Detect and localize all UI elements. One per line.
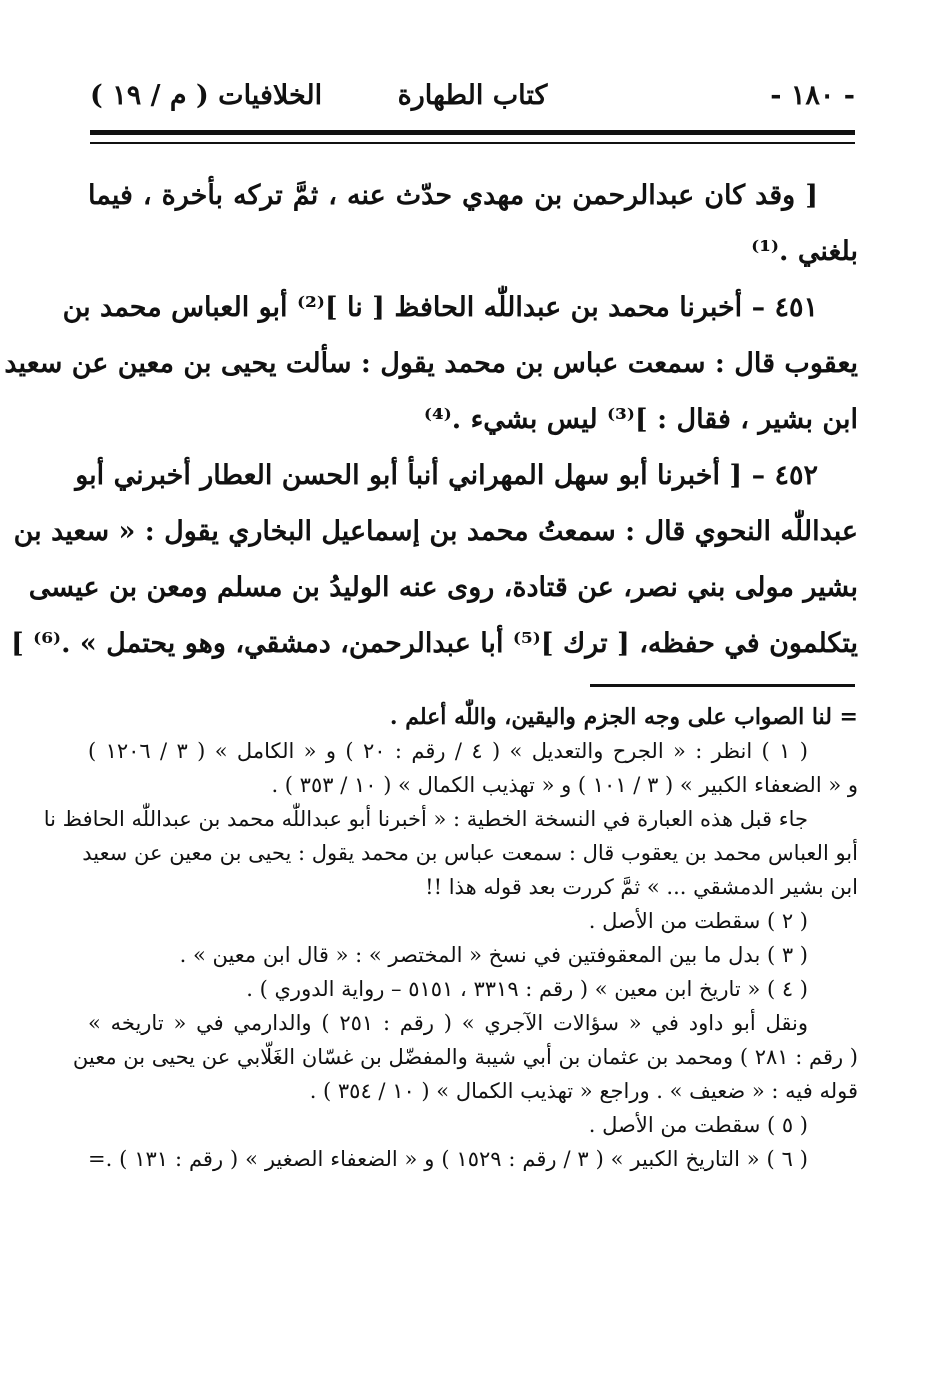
text-line: ٤٥٢ – [ أخبرنا أبو سهل المهراني أنبأ أبو الحسن العطار أخبرني أبو [75,460,818,491]
footnote-line: أبو العباس محمد بن يعقوب قال : سمعت عباس بن محمد يقول : يحيى بن معين عن سعيد [82,841,858,865]
footnote-line: ( ٤ ) « تاريخ ابن معين » ( رقم : ٣٣١٩ ، ٥١٥١ – رواية الدوري ) . [246,977,808,1001]
footnote-line: ابن بشير الدمشقي ... » ثمَّ كررت بعد قوله هذا !! [425,875,858,899]
footnote-line: ( ٢ ) سقطت من الأصل . [588,909,808,933]
page-header [90,74,855,124]
text-line: [ وقد كان عبدالرحمن بن مهدي حدّث عنه ، ثمَّ تركه بأخرة ، فيما [88,180,818,211]
text-line: عبداللّٰه النحوي قال : سمعتُ محمد بن إسماعيل البخاري يقول : « سعيد بن [13,516,858,547]
footnote-line: ( ٦ ) « التاريخ الكبير » ( ٣ / رقم : ١٥٢٩ ) و « الضعفاء الصغير » ( رقم : ١٣١ ) .= [88,1147,808,1171]
footnote-line: ونقل أبو داود في « سؤالات الآجري » ( رقم : ٢٥١ ) والدارمي في « تاريخه » [88,1011,809,1035]
text-line: بشير مولى بني نصر، عن قتادة، روى عنه الوليدُ بن مسلم ومعن بن عيسى [28,572,858,603]
text-line: بلغني .⁽¹⁾ [751,236,858,267]
footnote-line: جاء قبل هذه العبارة في النسخة الخطية : « أخبرنا أبو عبداللّٰه محمد بن عبداللّٰه الحافظ نا [43,807,808,831]
page-number: - ١٨٠ - [770,80,855,111]
text-line: ابن بشير ، فقال : ]⁽³⁾ ليس بشيء .⁽⁴⁾ [423,404,858,435]
footnotes [43,700,858,1176]
header-rule-thick [90,130,855,135]
footnote-line: ( رقم : ٢٨١ ) ومحمد بن عثمان بن أبي شيبة والمفضّل بن غسّان الغَلّابي عن يحيى بن معين [72,1045,858,1069]
footnote-line: قوله فيه : « ضعيف » . وراجع « تهذيب الكمال » ( ١٠ / ٣٥٤ ) . [309,1079,858,1103]
header-rule-thin [90,142,855,144]
section-title: الخلافيات ( م / ١٩ ) [90,80,323,111]
footnote-line: و « الضعفاء الكبير » ( ٣ / ١٠١ ) و « تهذيب الكمال » ( ١٠ / ٣٥٣ ) . [271,773,858,797]
text-line: يعقوب قال : سمعت عباس بن محمد يقول : سألت يحيى بن معين عن سعيد [4,348,858,379]
footnote-separator [590,684,855,687]
footnote-line: ( ٣ ) بدل ما بين المعقوفتين في نسخ « المختصر » : « قال ابن معين » . [179,943,808,967]
text-line: ٤٥١ – أخبرنا محمد بن عبداللّٰه الحافظ [ نا ]⁽²⁾ أبو العباس محمد بن [62,292,818,323]
book-title: كتاب الطهارة [397,80,548,111]
text-line: يتكلمون في حفظه، [ ترك ]⁽⁵⁾ أبا عبدالرحمن، دمشقي، وهو يحتمل » .⁽⁶⁾ ] [11,628,858,659]
footnote-line: = لنا الصواب على وجه الجزم واليقين، واللّٰه أعلم . [389,704,858,730]
footnote-line: ( ١ ) انظر : « الجرح والتعديل » ( ٤ / رقم : ٢٠ ) و « الكامل » ( ٣ / ١٢٠٦ ) [88,739,808,763]
main-text [4,168,858,672]
footnote-line: ( ٥ ) سقطت من الأصل . [588,1113,808,1137]
